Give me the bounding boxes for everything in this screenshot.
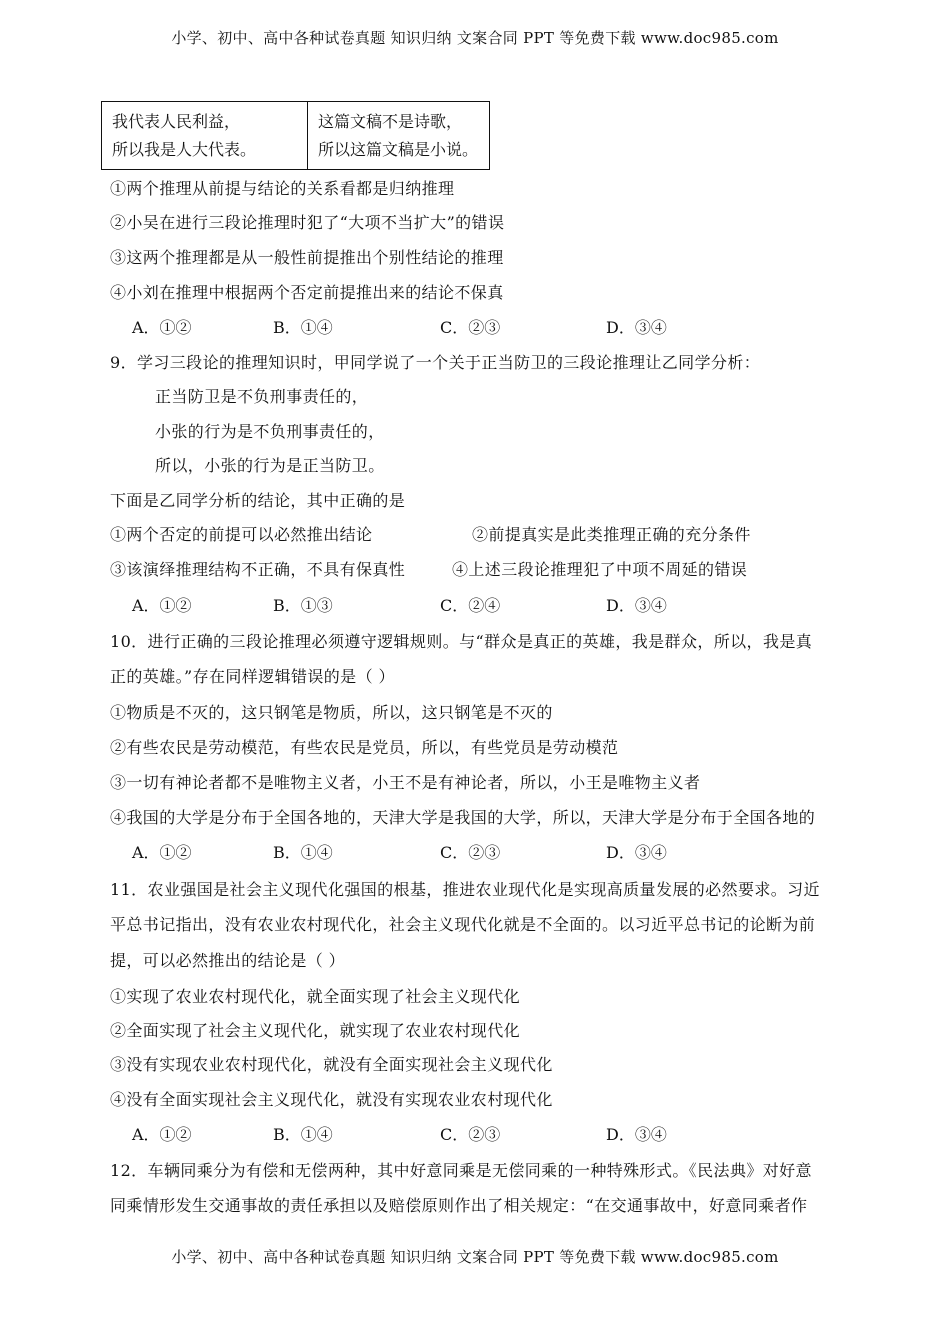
q11-option-c[interactable]: C．②③ (440, 1125, 501, 1144)
q8-option-b[interactable]: B．①④ (273, 318, 333, 337)
q10-item: ①物质是不灭的，这只钢笔是物质，所以，这只钢笔是不灭的 (110, 703, 553, 722)
q11-stem-line: 11．农业强国是社会主义现代化强国的根基，推进农业现代化是实现高质量发展的必然要求。习近 (110, 880, 820, 899)
q11-option-b[interactable]: B．①④ (273, 1125, 333, 1144)
q11-stem-line: 平总书记指出，没有农业农村现代化，社会主义现代化就是不全面的。以习近平总书记的论断为前 (110, 915, 816, 934)
q9-option-c[interactable]: C．②④ (440, 596, 501, 615)
q9-syllogism-line: 所以，小张的行为是正当防卫。 (155, 456, 385, 475)
q9-option-a[interactable]: A．①② (132, 596, 192, 615)
q10-item: ③一切有神论者都不是唯物主义者，小王不是有神论者，所以，小王是唯物主义者 (110, 773, 701, 792)
q9-option-d[interactable]: D．③④ (606, 596, 667, 615)
page-header: 小学、初中、高中各种试卷真题 知识归纳 文案合同 PPT 等免费下载 www.doc985.com (171, 29, 779, 47)
table-right-line: 这篇文稿不是诗歌， (318, 111, 463, 131)
q11-item: ③没有实现农业农村现代化，就没有全面实现社会主义现代化 (110, 1055, 553, 1074)
table-left-line: 所以我是人大代表。 (112, 139, 257, 159)
q8-item: ④小刘在推理中根据两个否定前提推出来的结论不保真 (110, 283, 504, 302)
q9-item: ①两个否定的前提可以必然推出结论 (110, 525, 373, 544)
table-cell-right (308, 102, 490, 170)
q9-syllogism-line: 小张的行为是不负刑事责任的， (155, 422, 385, 441)
q8-option-a[interactable]: A．①② (132, 318, 192, 337)
q9-lead: 下面是乙同学分析的结论，其中正确的是 (110, 491, 406, 510)
q9-option-b[interactable]: B．①③ (273, 596, 333, 615)
q9-stem: 9．学习三段论的推理知识时，甲同学说了一个关于正当防卫的三段论推理让乙同学分析： (110, 353, 761, 372)
q11-item: ②全面实现了社会主义现代化，就实现了农业农村现代化 (110, 1021, 521, 1040)
q12-stem-line: 同乘情形发生交通事故的责任承担以及赔偿原则作出了相关规定：“在交通事故中，好意同乘者作 (110, 1196, 808, 1215)
q10-option-d[interactable]: D．③④ (606, 843, 667, 862)
q10-item: ④我国的大学是分布于全国各地的，天津大学是我国的大学，所以，天津大学是分布于全国各地的 (110, 808, 816, 827)
q11-option-a[interactable]: A．①② (132, 1125, 192, 1144)
q11-stem-line: 提，可以必然推出的结论是（ ） (110, 951, 346, 970)
q10-stem-line: 10．进行正确的三段论推理必须遵守逻辑规则。与“群众是真正的英雄，我是群众，所以，我是真 (110, 632, 813, 651)
table-left-line: 我代表人民利益， (112, 111, 241, 131)
q12-stem-line: 12．车辆同乘分为有偿和无偿两种，其中好意同乘是无偿同乘的一种特殊形式。《民法典》对好意 (110, 1161, 812, 1180)
q8-item: ③这两个推理都是从一般性前提推出个别性结论的推理 (110, 248, 504, 267)
q11-item: ①实现了农业农村现代化，就全面实现了社会主义现代化 (110, 987, 521, 1006)
q9-item: ②前提真实是此类推理正确的充分条件 (472, 525, 751, 544)
q8-item: ①两个推理从前提与结论的关系看都是归纳推理 (110, 179, 455, 198)
q10-stem-line: 正的英雄。”存在同样逻辑错误的是（ ） (110, 667, 395, 686)
q10-option-c[interactable]: C．②③ (440, 843, 501, 862)
example-table (101, 101, 490, 170)
q10-option-b[interactable]: B．①④ (273, 843, 333, 862)
q8-option-d[interactable]: D．③④ (606, 318, 667, 337)
page-footer: 小学、初中、高中各种试卷真题 知识归纳 文案合同 PPT 等免费下载 www.doc985.com (171, 1248, 779, 1266)
q10-option-a[interactable]: A．①② (132, 843, 192, 862)
table-right-line: 所以这篇文稿是小说。 (318, 139, 479, 159)
table-cell-left (102, 102, 308, 170)
q11-option-d[interactable]: D．③④ (606, 1125, 667, 1144)
q11-item: ④没有全面实现社会主义现代化，就没有实现农业农村现代化 (110, 1090, 553, 1109)
q9-syllogism-line: 正当防卫是不负刑事责任的， (155, 387, 369, 406)
q8-item: ②小吴在进行三段论推理时犯了“大项不当扩大”的错误 (110, 213, 505, 232)
q10-item: ②有些农民是劳动模范，有些农民是党员，所以，有些党员是劳动模范 (110, 738, 619, 757)
q9-item: ④上述三段论推理犯了中项不周延的错误 (452, 560, 748, 579)
q9-item: ③该演绎推理结构不正确，不具有保真性 (110, 560, 406, 579)
q8-option-c[interactable]: C．②③ (440, 318, 501, 337)
